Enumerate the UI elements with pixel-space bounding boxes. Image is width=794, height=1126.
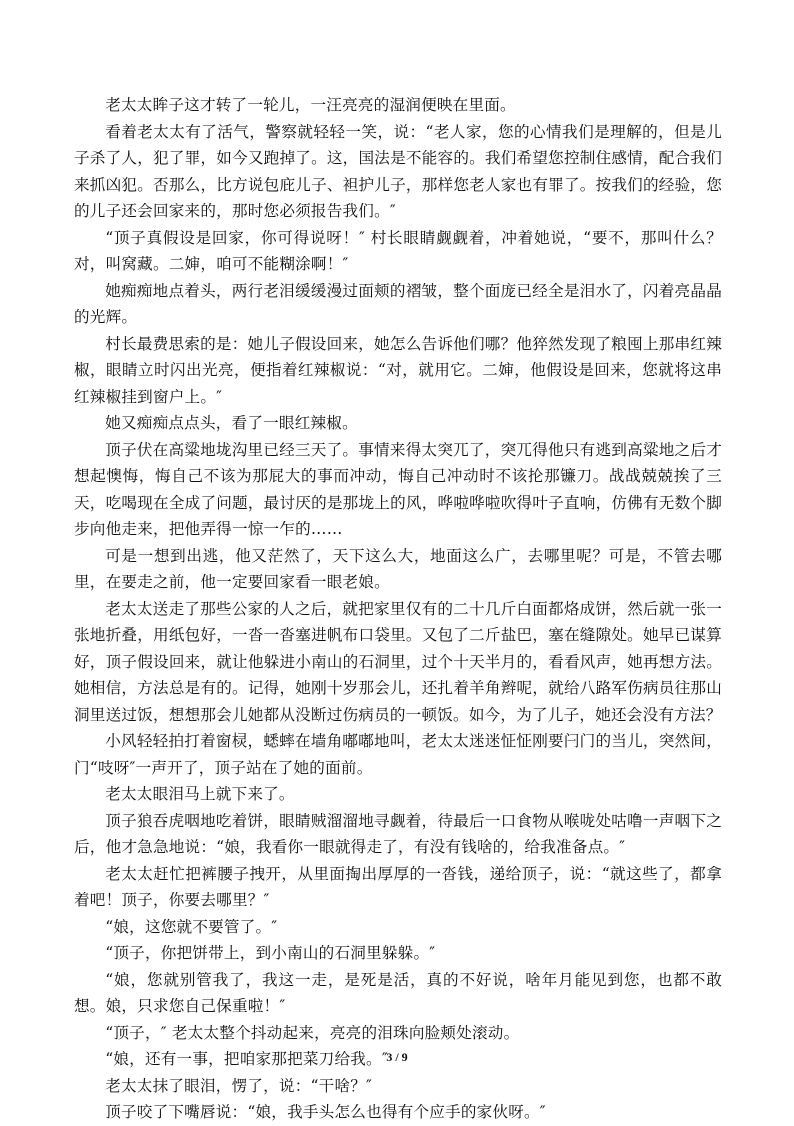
paragraph: 顶子咬了下嘴唇说：“娘，我手头怎么也得有个应手的家伙呀。″	[105, 1103, 546, 1121]
paragraph: “娘，您就别管我了，我这一走，是死是活，真的不好说，啥年月能见到您，也都不敢想。娘，只求您自己保重啦！″	[74, 970, 722, 1015]
paragraph: “娘，这您就不要管了。″	[105, 917, 278, 936]
paragraph: “顶子真假设是回家，你可得说呀！″ 村长眼睛觑觑着，冲着她说，“要不，那叫什么？对，叫窝藏。二婶，咱可不能糊涂啊！″	[74, 228, 722, 273]
paragraph: 老太太眼泪马上就下来了。	[105, 785, 295, 803]
paragraph: 她又痴痴点点头，看了一眼红辣椒。	[105, 414, 358, 432]
page-number: 3 / 9	[386, 1050, 408, 1064]
document-body	[74, 92, 722, 1126]
paragraph: “娘，还有一事，把咱家那把菜刀给我。″	[105, 1050, 388, 1068]
paragraph: 小风轻轻拍打着窗棂，蟋蟀在墙角嘟嘟地叫，老太太迷迷怔怔刚要闩门的当儿，突然间，门“吱呀″一声开了，顶子站在了她的面前。	[74, 732, 722, 777]
paragraph: 老太太抹了眼泪，愣了，说：“干啥？″	[105, 1076, 373, 1095]
paragraph: “顶子，你把饼带上，到小南山的石洞里躲躲。″	[105, 944, 436, 962]
paragraph: 可是一想到出逃，他又茫然了，天下这么大，地面这么广，去哪里呢？可是，不管去哪里，在要走之前，他一定要回家看一眼老娘。	[74, 546, 722, 591]
paragraph: 顶子伏在高粱地垅沟里已经三天了。事情来得太突兀了，突兀得他只有逃到高粱地之后才想起懊悔，悔自己不该为那屁大的事而冲动，悔自己冲动时不该抡那镰刀。战战兢兢挨了三天，吃喝现在全成了问题，最讨厌的是那垅上的风，哗啦哗啦吹得叶子直响，仿佛有无数个脚步向他走来，把他弄得一惊一乍的……	[74, 440, 722, 538]
paragraph: 顶子狼吞虎咽地吃着饼，眼睛贼溜溜地寻觑着，待最后一口食物从喉咙处咕噜一声咽下之后，他才急急地说：“娘，我看你一眼就得走了，有没有钱啥的，给我准备点。″	[74, 811, 722, 856]
paragraph: 老太太送走了那些公家的人之后，就把家里仅有的二十几斤白面都烙成饼，然后就一张一张地折叠，用纸包好，一沓一沓塞进帆布口袋里。又包了二斤盐巴，塞在缝隙处。她早已谋算好，顶子假设回来，就让他躲进小南山的石洞里，过个十天半月的，看看风声，她再想方法。她相信，方法总是有的。记得，她刚十岁那会儿，还扎着羊角辫呢，就给八路军伤病员往那山洞里送过饭，想想那会儿她都从没断过伤病员的一顿饭。如今，为了儿子，她还会没有方法？	[74, 599, 722, 724]
paragraph: 老太太赶忙把裤腰子拽开，从里面掏出厚厚的一沓钱，递给顶子，说：“就这些了，都拿着吧！顶子，你要去哪里？″	[74, 864, 722, 909]
paragraph: 她痴痴地点着头，两行老泪缓缓漫过面颊的褶皱，整个面庞已经全是泪水了，闪着亮晶晶的光辉。	[74, 281, 722, 326]
paragraph: 村长最费思索的是：她儿子假设回来，她怎么告诉他们哪？他猝然发现了粮囤上那串红辣椒，眼睛立时闪出光亮，便指着红辣椒说：“对，就用它。二婶，他假设是回来，您就将这串红辣椒挂到窗户上。″	[74, 334, 722, 406]
paragraph: “顶子，″ 老太太整个抖动起来，亮亮的泪珠向脸颊处滚动。	[105, 1023, 520, 1042]
paragraph: 老太太眸子这才转了一轮儿，一汪亮亮的湿润便映在里面。	[105, 96, 516, 114]
paragraph: 看着老太太有了活气，警察就轻轻一笑，说：“老人家，您的心情我们是理解的，但是儿子杀了人，犯了罪，如今又跑掉了。这，国法是不能容的。我们希望您控制住感情，配合我们来抓凶犯。否那么，比方说包庇儿子、袒护儿子，那样您老人家也有罪了。按我们的经验，您的儿子还会回家来的，那时您必须报告我们。″	[74, 122, 722, 220]
